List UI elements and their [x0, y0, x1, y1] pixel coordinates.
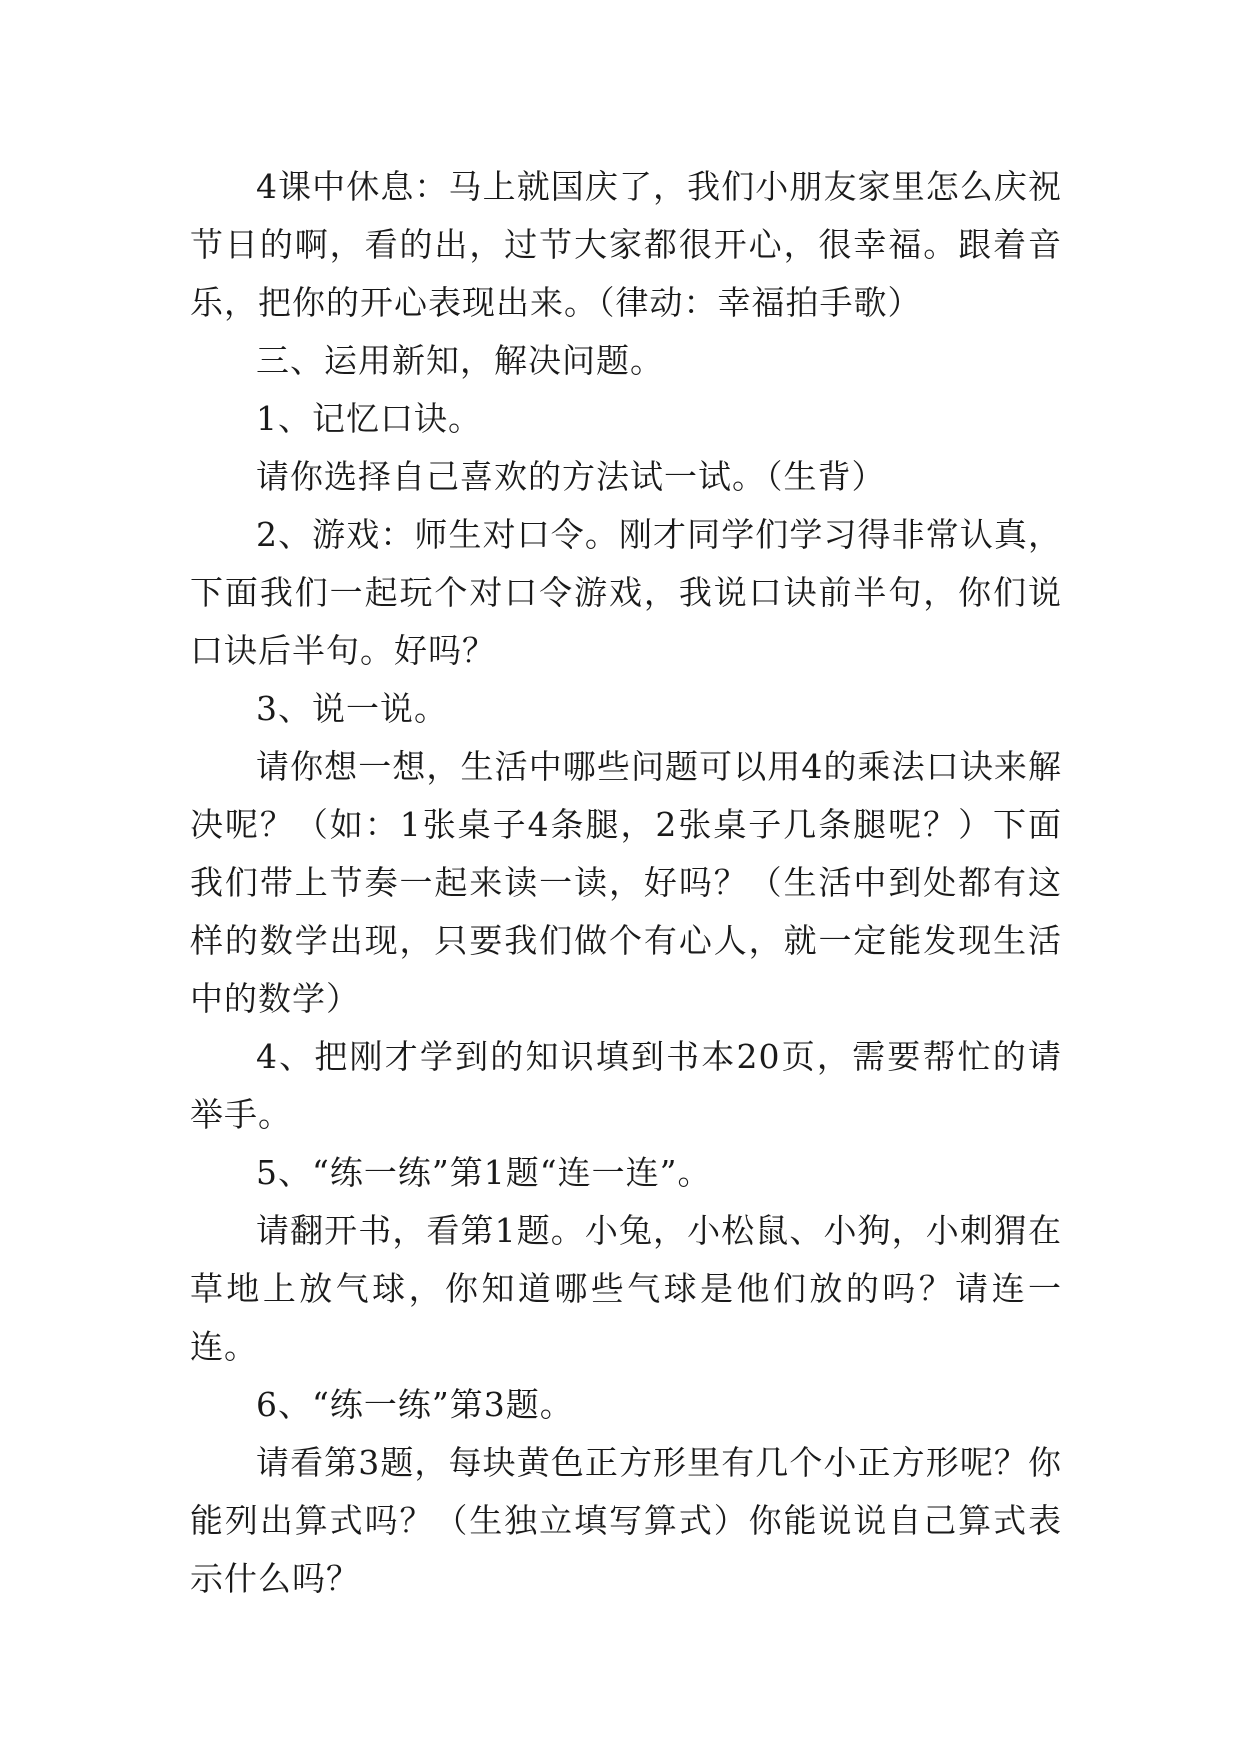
paragraph-class-break: 4课中休息：马上就国庆了，我们小朋友家里怎么庆祝节日的啊，看的出，过节大家都很开心，很幸福。跟着音乐，把你的开心表现出来。（律动：幸福拍手歌） — [190, 167, 1062, 322]
document-body — [190, 158, 1062, 1608]
paragraph-fill-book: 4、把刚才学到的知识填到书本20页，需要帮忙的请举手。 — [190, 1037, 1062, 1134]
paragraph-say-it: 3、说一说。 — [256, 689, 448, 728]
paragraph-think-it: 请你想一想，生活中哪些问题可以用4的乘法口诀来解决呢？（如：1张桌子4条腿，2张桌子几条腿呢？）下面我们带上节奏一起来读一读，好吗？（生活中到处都有这样的数学出现，只要我们做个有心人，就一定能发现生活中的数学） — [190, 747, 1062, 1018]
section-heading-apply-knowledge: 三、运用新知，解决问题。 — [256, 341, 664, 380]
paragraph-open-book: 请翻开书，看第1题。小兔，小松鼠、小狗，小刺猬在草地上放气球，你知道哪些气球是他们放的吗？请连一连。 — [190, 1211, 1062, 1366]
paragraph-practice-1: 5、“练一练”第1题“连一连”。 — [256, 1153, 712, 1192]
paragraph-game: 2、游戏：师生对口令。刚才同学们学习得非常认真，下面我们一起玩个对口令游戏，我说口诀前半句，你们说口诀后半句。好吗？ — [190, 515, 1062, 670]
paragraph-try-method: 请你选择自己喜欢的方法试一试。（生背） — [256, 457, 886, 496]
paragraph-practice-3: 6、“练一练”第3题。 — [256, 1385, 574, 1424]
paragraph-memorize-rhyme: 1、记忆口诀。 — [256, 399, 482, 438]
paragraph-squares-question: 请看第3题，每块黄色正方形里有几个小正方形呢？你能列出算式吗？（生独立填写算式）你能说说自己算式表示什么吗？ — [190, 1443, 1062, 1598]
